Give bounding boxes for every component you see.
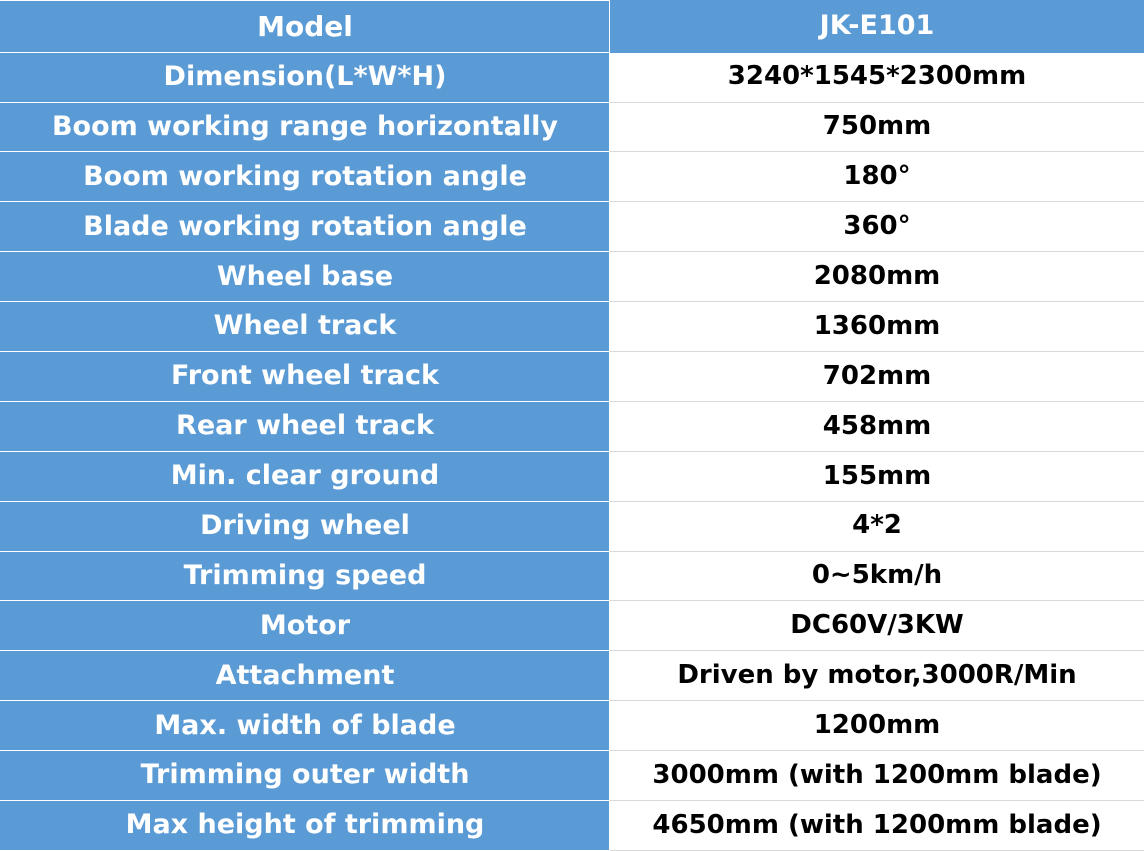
spec-value: 458mm	[610, 401, 1144, 451]
table-row	[1, 701, 1144, 751]
table-row	[1, 352, 1144, 402]
spec-label: Boom working range horizontally	[1, 102, 610, 152]
spec-label: Wheel track	[1, 302, 610, 352]
spec-label: Blade working rotation angle	[1, 202, 610, 252]
table-row	[1, 152, 1144, 202]
spec-label: Dimension(L*W*H)	[1, 52, 610, 102]
spec-value: 3000mm (with 1200mm blade)	[610, 751, 1144, 801]
table-row	[1, 52, 1144, 102]
spec-value: 4650mm (with 1200mm blade)	[610, 801, 1144, 851]
table-row	[1, 302, 1144, 352]
spec-value: 0~5km/h	[610, 551, 1144, 601]
table-row	[1, 401, 1144, 451]
table-row	[1, 601, 1144, 651]
table-row	[1, 501, 1144, 551]
specification-table-body	[1, 1, 1144, 851]
spec-label: Motor	[1, 601, 610, 651]
table-row	[1, 651, 1144, 701]
table-header-row	[1, 1, 1144, 53]
spec-label: Trimming outer width	[1, 751, 610, 801]
spec-value: Driven by motor,3000R/Min	[610, 651, 1144, 701]
spec-value: 702mm	[610, 352, 1144, 402]
table-row	[1, 252, 1144, 302]
spec-value: DC60V/3KW	[610, 601, 1144, 651]
spec-label: Trimming speed	[1, 551, 610, 601]
table-row	[1, 451, 1144, 501]
spec-value: 1200mm	[610, 701, 1144, 751]
table-row	[1, 751, 1144, 801]
table-header-label: Model	[1, 1, 610, 53]
spec-value: 180°	[610, 152, 1144, 202]
table-row	[1, 801, 1144, 851]
spec-label: Rear wheel track	[1, 401, 610, 451]
spec-label: Max height of trimming	[1, 801, 610, 851]
spec-value: 155mm	[610, 451, 1144, 501]
spec-value: 750mm	[610, 102, 1144, 152]
spec-label: Boom working rotation angle	[1, 152, 610, 202]
spec-label: Min. clear ground	[1, 451, 610, 501]
table-row	[1, 202, 1144, 252]
spec-label: Driving wheel	[1, 501, 610, 551]
table-row	[1, 551, 1144, 601]
spec-value: 2080mm	[610, 252, 1144, 302]
table-row	[1, 102, 1144, 152]
spec-label: Max. width of blade	[1, 701, 610, 751]
spec-label: Wheel base	[1, 252, 610, 302]
spec-label: Attachment	[1, 651, 610, 701]
table-header-value: JK-E101	[610, 1, 1144, 53]
spec-value: 4*2	[610, 501, 1144, 551]
spec-value: 360°	[610, 202, 1144, 252]
spec-label: Front wheel track	[1, 352, 610, 402]
spec-value: 1360mm	[610, 302, 1144, 352]
spec-value: 3240*1545*2300mm	[610, 52, 1144, 102]
